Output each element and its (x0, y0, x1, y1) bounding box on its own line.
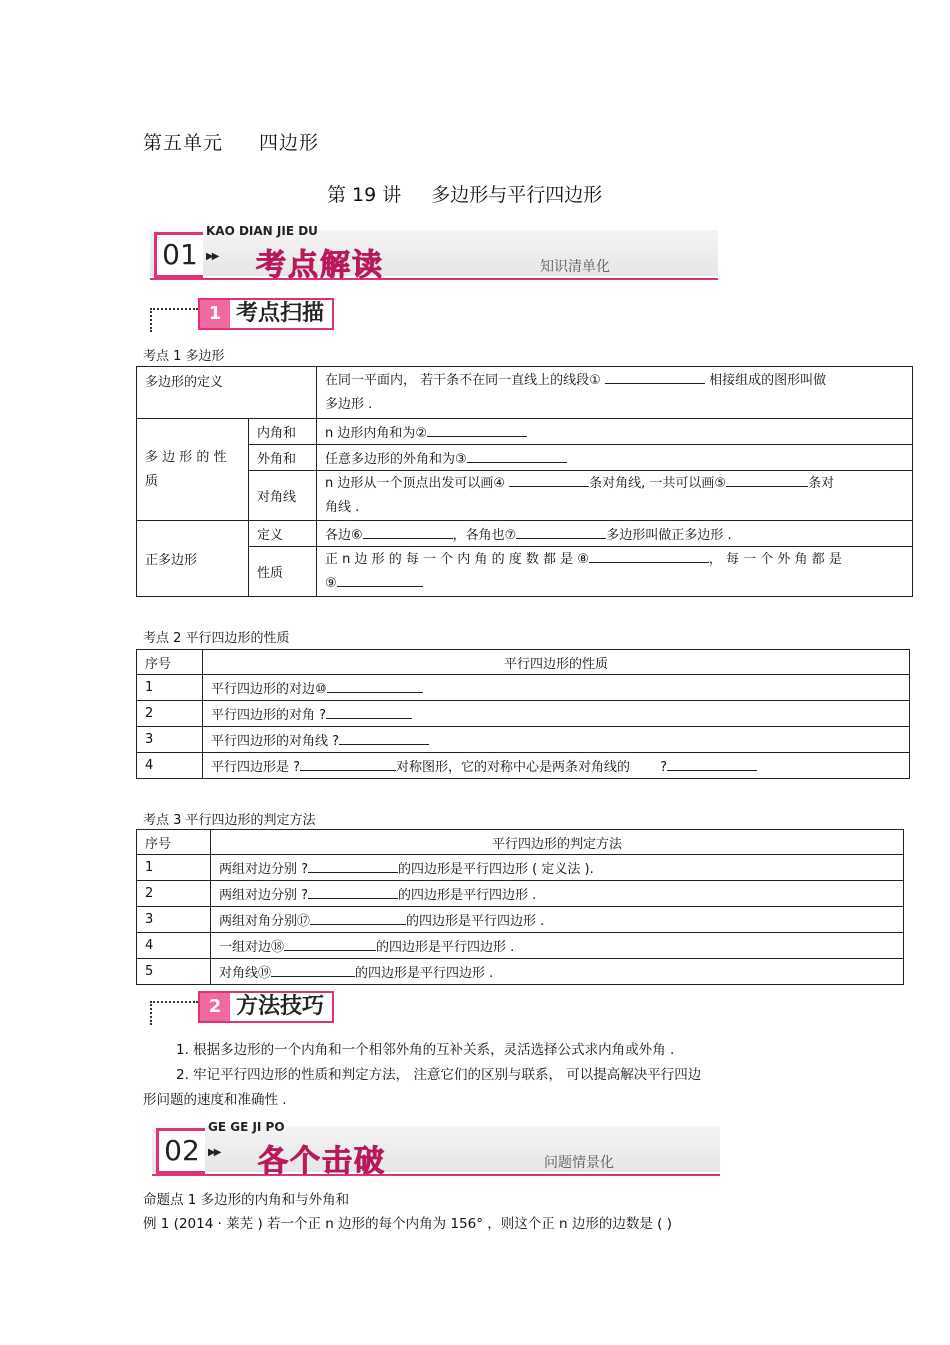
unit-label: 第五单元 (143, 132, 224, 154)
blank-16[interactable] (308, 884, 398, 899)
blank-15[interactable] (308, 858, 398, 873)
head-no: 序号 (137, 650, 203, 675)
diag-text-a: n 边形从一个顶点出发可以画④ (325, 475, 506, 491)
row-no: 2 (137, 701, 203, 727)
row-text: 平行四边形的对角 ? (211, 708, 327, 723)
blank-4[interactable] (509, 472, 589, 487)
unit-name: 四边形 (259, 132, 320, 154)
row-text-b: 的四边形是平行四边形 . (398, 888, 537, 903)
lecture-name: 多边形与平行四边形 (431, 184, 603, 206)
dotted-corner-decoration (150, 1001, 198, 1025)
row-no: 1 (137, 675, 203, 701)
table-header-row (137, 650, 910, 675)
inner-label: 内角和 (249, 419, 317, 445)
subheading-number: 1 (200, 300, 230, 328)
def-label: 多边形的定义 (137, 367, 317, 419)
blank-1[interactable] (605, 369, 705, 384)
unit-title (143, 128, 319, 155)
blank-5[interactable] (726, 472, 808, 487)
row-text: 平行四边形是 ? (211, 760, 301, 775)
regdef-text-c: 多边形叫做正多边形 . (606, 528, 732, 543)
table-row (137, 727, 910, 753)
row-text-b: 对称图形，它的对称中心是两条对角线的 (396, 760, 631, 775)
banner-subtitle: 知识清单化 (540, 259, 610, 275)
regdef-text-a: 各边⑥ (325, 528, 363, 543)
row-no: 2 (137, 881, 211, 907)
row-text: 两组对边分别 ? (219, 862, 309, 877)
table-row (137, 959, 904, 985)
double-arrow-icon: ▶▶ (208, 1147, 220, 1158)
subheading-title: 考点扫描 (236, 301, 325, 326)
subheading-number: 2 (200, 993, 230, 1021)
table-row (137, 881, 904, 907)
banner-pinyin: GE GE JI PO (208, 1120, 285, 1134)
table-header-row (137, 830, 904, 855)
row-text-b: 的四边形是平行四边形 . (355, 966, 494, 981)
blank-17[interactable] (310, 910, 406, 925)
diag-text-c: 条对 (808, 475, 835, 491)
banner-number: 02 (156, 1128, 205, 1174)
table-row (137, 675, 910, 701)
blank-12[interactable] (339, 730, 429, 745)
banner-title: 考点解读 (256, 248, 384, 283)
blank-6[interactable] (363, 524, 453, 539)
row-no: 4 (137, 933, 211, 959)
row-text-c: ? (660, 760, 667, 775)
blank-7[interactable] (516, 524, 606, 539)
row-no: 3 (137, 727, 203, 753)
row-no: 5 (137, 959, 211, 985)
blank-18[interactable] (284, 936, 376, 951)
head-no: 序号 (137, 830, 211, 855)
row-text-b: 的四边形是平行四边形 ( 定义法 ). (398, 862, 594, 877)
row-no: 1 (137, 855, 211, 881)
tip-2b: 形问题的速度和准确性 . (143, 1092, 287, 1108)
diag-text-b: 条对角线, 一共可以画⑤ (589, 475, 727, 491)
regprop-text-c: ⑨ (325, 575, 337, 591)
inner-text: n 边形内角和为② (325, 426, 428, 441)
section-banner-gegejipo (152, 1122, 720, 1178)
blank-10[interactable] (327, 678, 423, 693)
regprop-text-a: 正 n 边 形 的 每 一 个 内 角 的 度 数 都 是 ⑧ (325, 551, 589, 567)
kp2-table (136, 649, 910, 779)
regprop-label: 性质 (249, 547, 317, 597)
kp1-table (136, 366, 913, 597)
banner-subtitle: 问题情景化 (544, 1155, 614, 1171)
def-text-a: 在同一平面内， 若干条不在同一直线上的线段① (325, 372, 601, 388)
table-row (137, 547, 913, 597)
table-row (137, 445, 913, 471)
blank-19[interactable] (271, 962, 355, 977)
regdef-label: 定义 (249, 521, 317, 547)
kp1-caption: 考点 1 多边形 (143, 349, 225, 364)
row-no: 3 (137, 907, 211, 933)
row-text-b: 的四边形是平行四边形 . (406, 914, 545, 929)
tip-2a: 2. 牢记平行四边形的性质和判定方法， 注意它们的区别与联系， 可以提高解决平行四边 (176, 1067, 702, 1083)
example-1: 例 1 (2014 · 莱芜 ) 若一个正 n 边形的每个内角为 156° ，则这个正 n 边形的边数是 ( ) (143, 1216, 673, 1232)
reg-label: 正多边形 (137, 521, 249, 597)
subheading-methods (150, 991, 370, 1031)
subheading-kaodian-scan (150, 298, 370, 338)
blank-9[interactable] (337, 572, 423, 587)
tip-1: 1. 根据多边形的一个内角和一个相邻外角的互补关系，灵活选择公式求内角或外角 . (176, 1042, 675, 1058)
head-text: 平行四边形的判定方法 (211, 830, 904, 855)
section-banner-kaodian (150, 226, 718, 282)
table-row (137, 419, 913, 445)
regdef-text-b: ，各角也⑦ (452, 528, 517, 543)
row-text: 平行四边形的对角线 ? (211, 734, 340, 749)
row-text: 两组对角分别⑰ (219, 914, 311, 929)
table-row (137, 471, 913, 521)
head-text: 平行四边形的性质 (203, 650, 910, 675)
lecture-title (327, 180, 602, 207)
blank-11[interactable] (326, 704, 412, 719)
blank-3[interactable] (467, 448, 567, 463)
table-row (137, 701, 910, 727)
def-text-c: 多边形 . (325, 396, 373, 412)
def-text-b: 相接组成的图形叫做 (709, 372, 827, 388)
table-row (137, 907, 904, 933)
prop-label: 多 边 形 的 性 质 (137, 419, 249, 521)
diag-label: 对角线 (249, 471, 317, 521)
subheading-title: 方法技巧 (236, 994, 325, 1019)
dotted-corner-decoration (150, 308, 198, 332)
table-row (137, 933, 904, 959)
row-text: 一组对边⑱ (219, 940, 285, 955)
row-text: 平行四边形的对边⑩ (211, 682, 327, 697)
row-text-b: 的四边形是平行四边形 . (376, 940, 515, 955)
blank-2[interactable] (427, 422, 527, 437)
double-arrow-icon: ▶▶ (206, 251, 218, 262)
blank-8[interactable] (589, 548, 709, 563)
blank-13[interactable] (300, 756, 396, 771)
kp2-caption: 考点 2 平行四边形的性质 (143, 631, 290, 646)
row-text: 对角线⑲ (219, 966, 272, 981)
row-text: 两组对边分别 ? (219, 888, 309, 903)
table-row (137, 521, 913, 547)
table-row (137, 855, 904, 881)
table-row (137, 753, 910, 779)
regprop-text-b: ， 每 一 个 外 角 都 是 (708, 551, 842, 567)
lecture-label: 第 19 讲 (327, 184, 402, 206)
table-row (137, 367, 913, 419)
banner-title: 各个击破 (258, 1144, 386, 1179)
row-no: 4 (137, 753, 203, 779)
diag-text-d: 角线 . (325, 499, 360, 515)
point-heading: 命题点 1 多边形的内角和与外角和 (143, 1192, 350, 1208)
outer-text: 任意多边形的外角和为③ (325, 452, 467, 467)
outer-label: 外角和 (249, 445, 317, 471)
kp3-caption: 考点 3 平行四边形的判定方法 (143, 813, 316, 828)
blank-14[interactable] (667, 756, 757, 771)
banner-number: 01 (154, 232, 203, 278)
kp3-table (136, 829, 904, 985)
banner-pinyin: KAO DIAN JIE DU (206, 224, 318, 238)
